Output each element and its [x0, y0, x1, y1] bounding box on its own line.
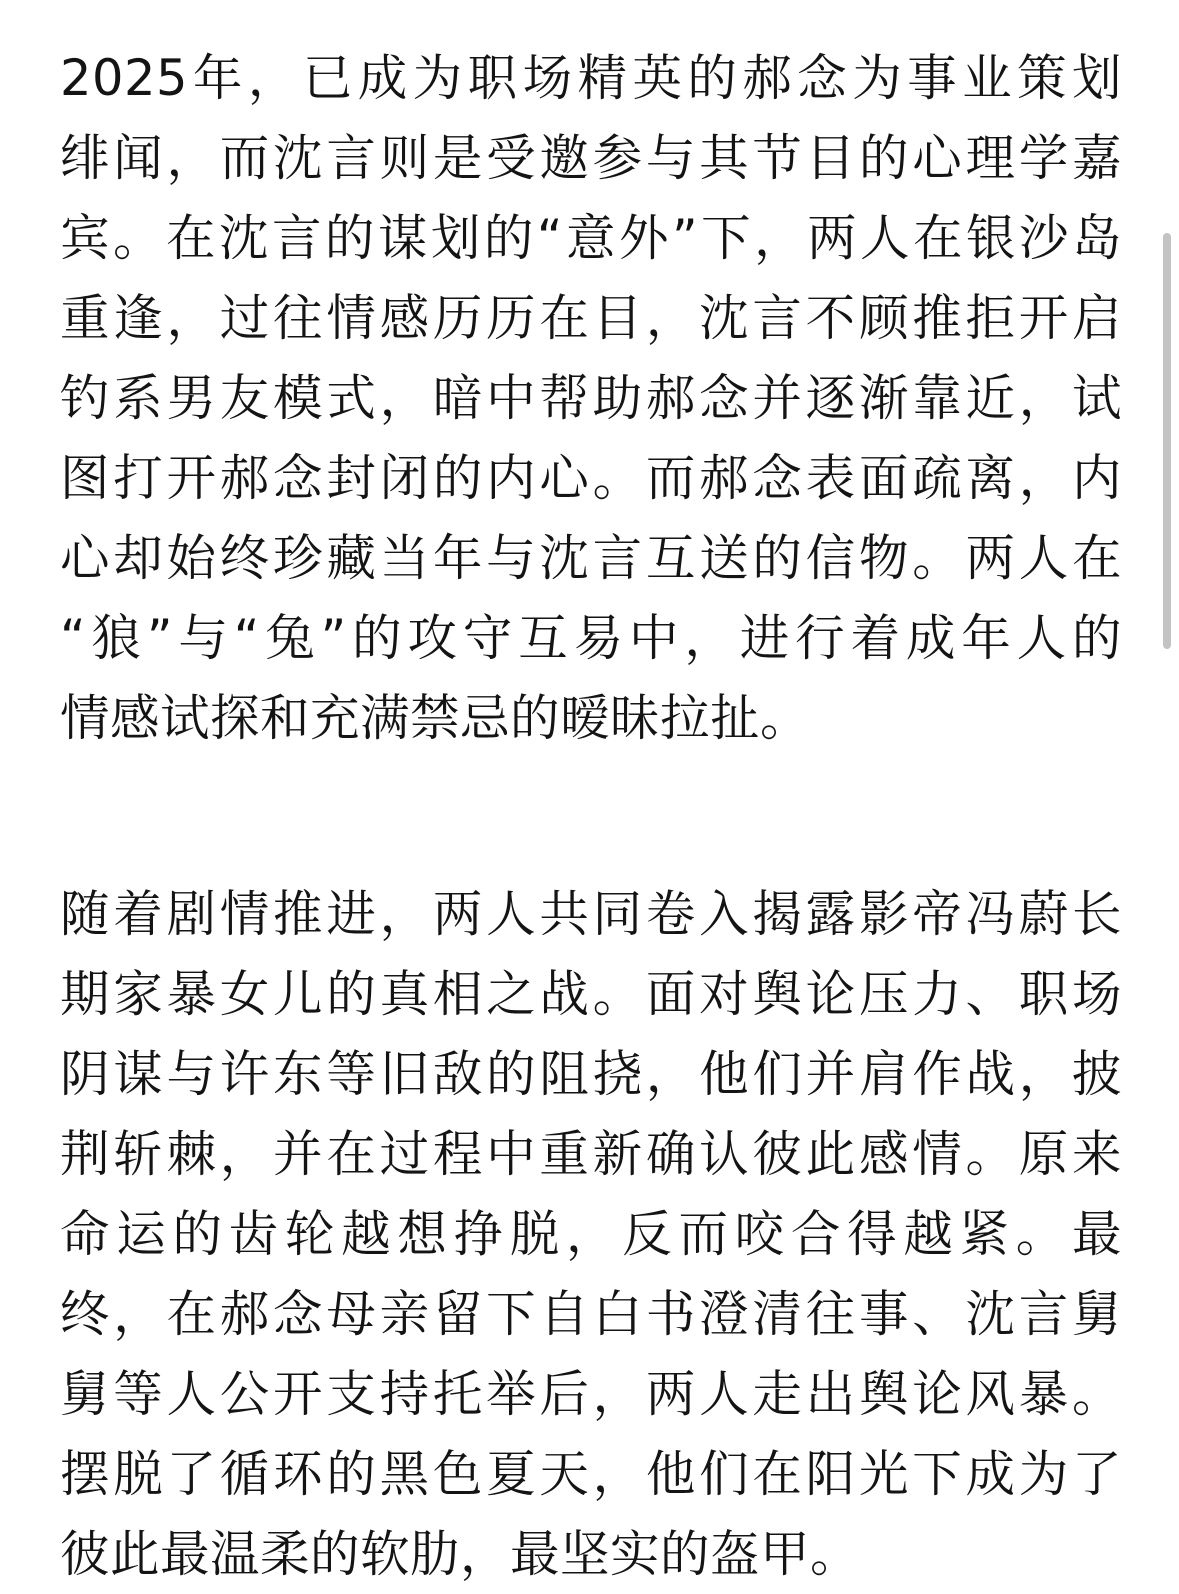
text-line: 情感试探和充满禁忌的暧昧拉扯。: [60, 689, 810, 747]
text-line: 荆斩棘，并在过程中重新确认彼此感情。原来: [60, 1125, 1122, 1183]
paragraph-2: [60, 874, 1122, 1594]
text-line: 钓系男友模式，暗中帮助郝念并逐渐靠近，试: [60, 369, 1122, 427]
text-line: 彼此最温柔的软肋，最坚实的盔甲。: [60, 1525, 860, 1583]
text-line: 阴谋与许东等旧敌的阻挠，他们并肩作战，披: [60, 1045, 1122, 1103]
text-line: 重逢，过往情感历历在目，沈言不顾推拒开启: [60, 289, 1122, 347]
article-body: [60, 38, 1122, 1594]
scrollbar-thumb[interactable]: [1163, 233, 1171, 649]
text-line: 宾。在沈言的谋划的“意外”下，两人在银沙岛: [60, 209, 1122, 267]
text-line: 命运的齿轮越想挣脱，反而咬合得越紧。最: [60, 1205, 1122, 1263]
paragraph-1: [60, 38, 1122, 758]
text-line: 期家暴女儿的真相之战。面对舆论压力、职场: [60, 965, 1122, 1023]
text-line: 舅等人公开支持托举后，两人走出舆论风暴。: [60, 1365, 1122, 1423]
text-line: 图打开郝念封闭的内心。而郝念表面疏离，内: [60, 449, 1122, 507]
text-line: 终，在郝念母亲留下自白书澄清往事、沈言舅: [60, 1285, 1122, 1343]
text-line: 随着剧情推进，两人共同卷入揭露影帝冯蔚长: [60, 885, 1122, 943]
text-line: “狼”与“兔”的攻守互易中，进行着成年人的: [60, 609, 1122, 667]
text-line: 2025年，已成为职场精英的郝念为事业策划: [60, 49, 1122, 107]
paragraph-gap: [60, 758, 1122, 874]
text-line: 摆脱了循环的黑色夏天，他们在阳光下成为了: [60, 1445, 1122, 1503]
text-line: 心却始终珍藏当年与沈言互送的信物。两人在: [60, 529, 1122, 587]
text-line: 绯闻，而沈言则是受邀参与其节目的心理学嘉: [60, 129, 1122, 187]
